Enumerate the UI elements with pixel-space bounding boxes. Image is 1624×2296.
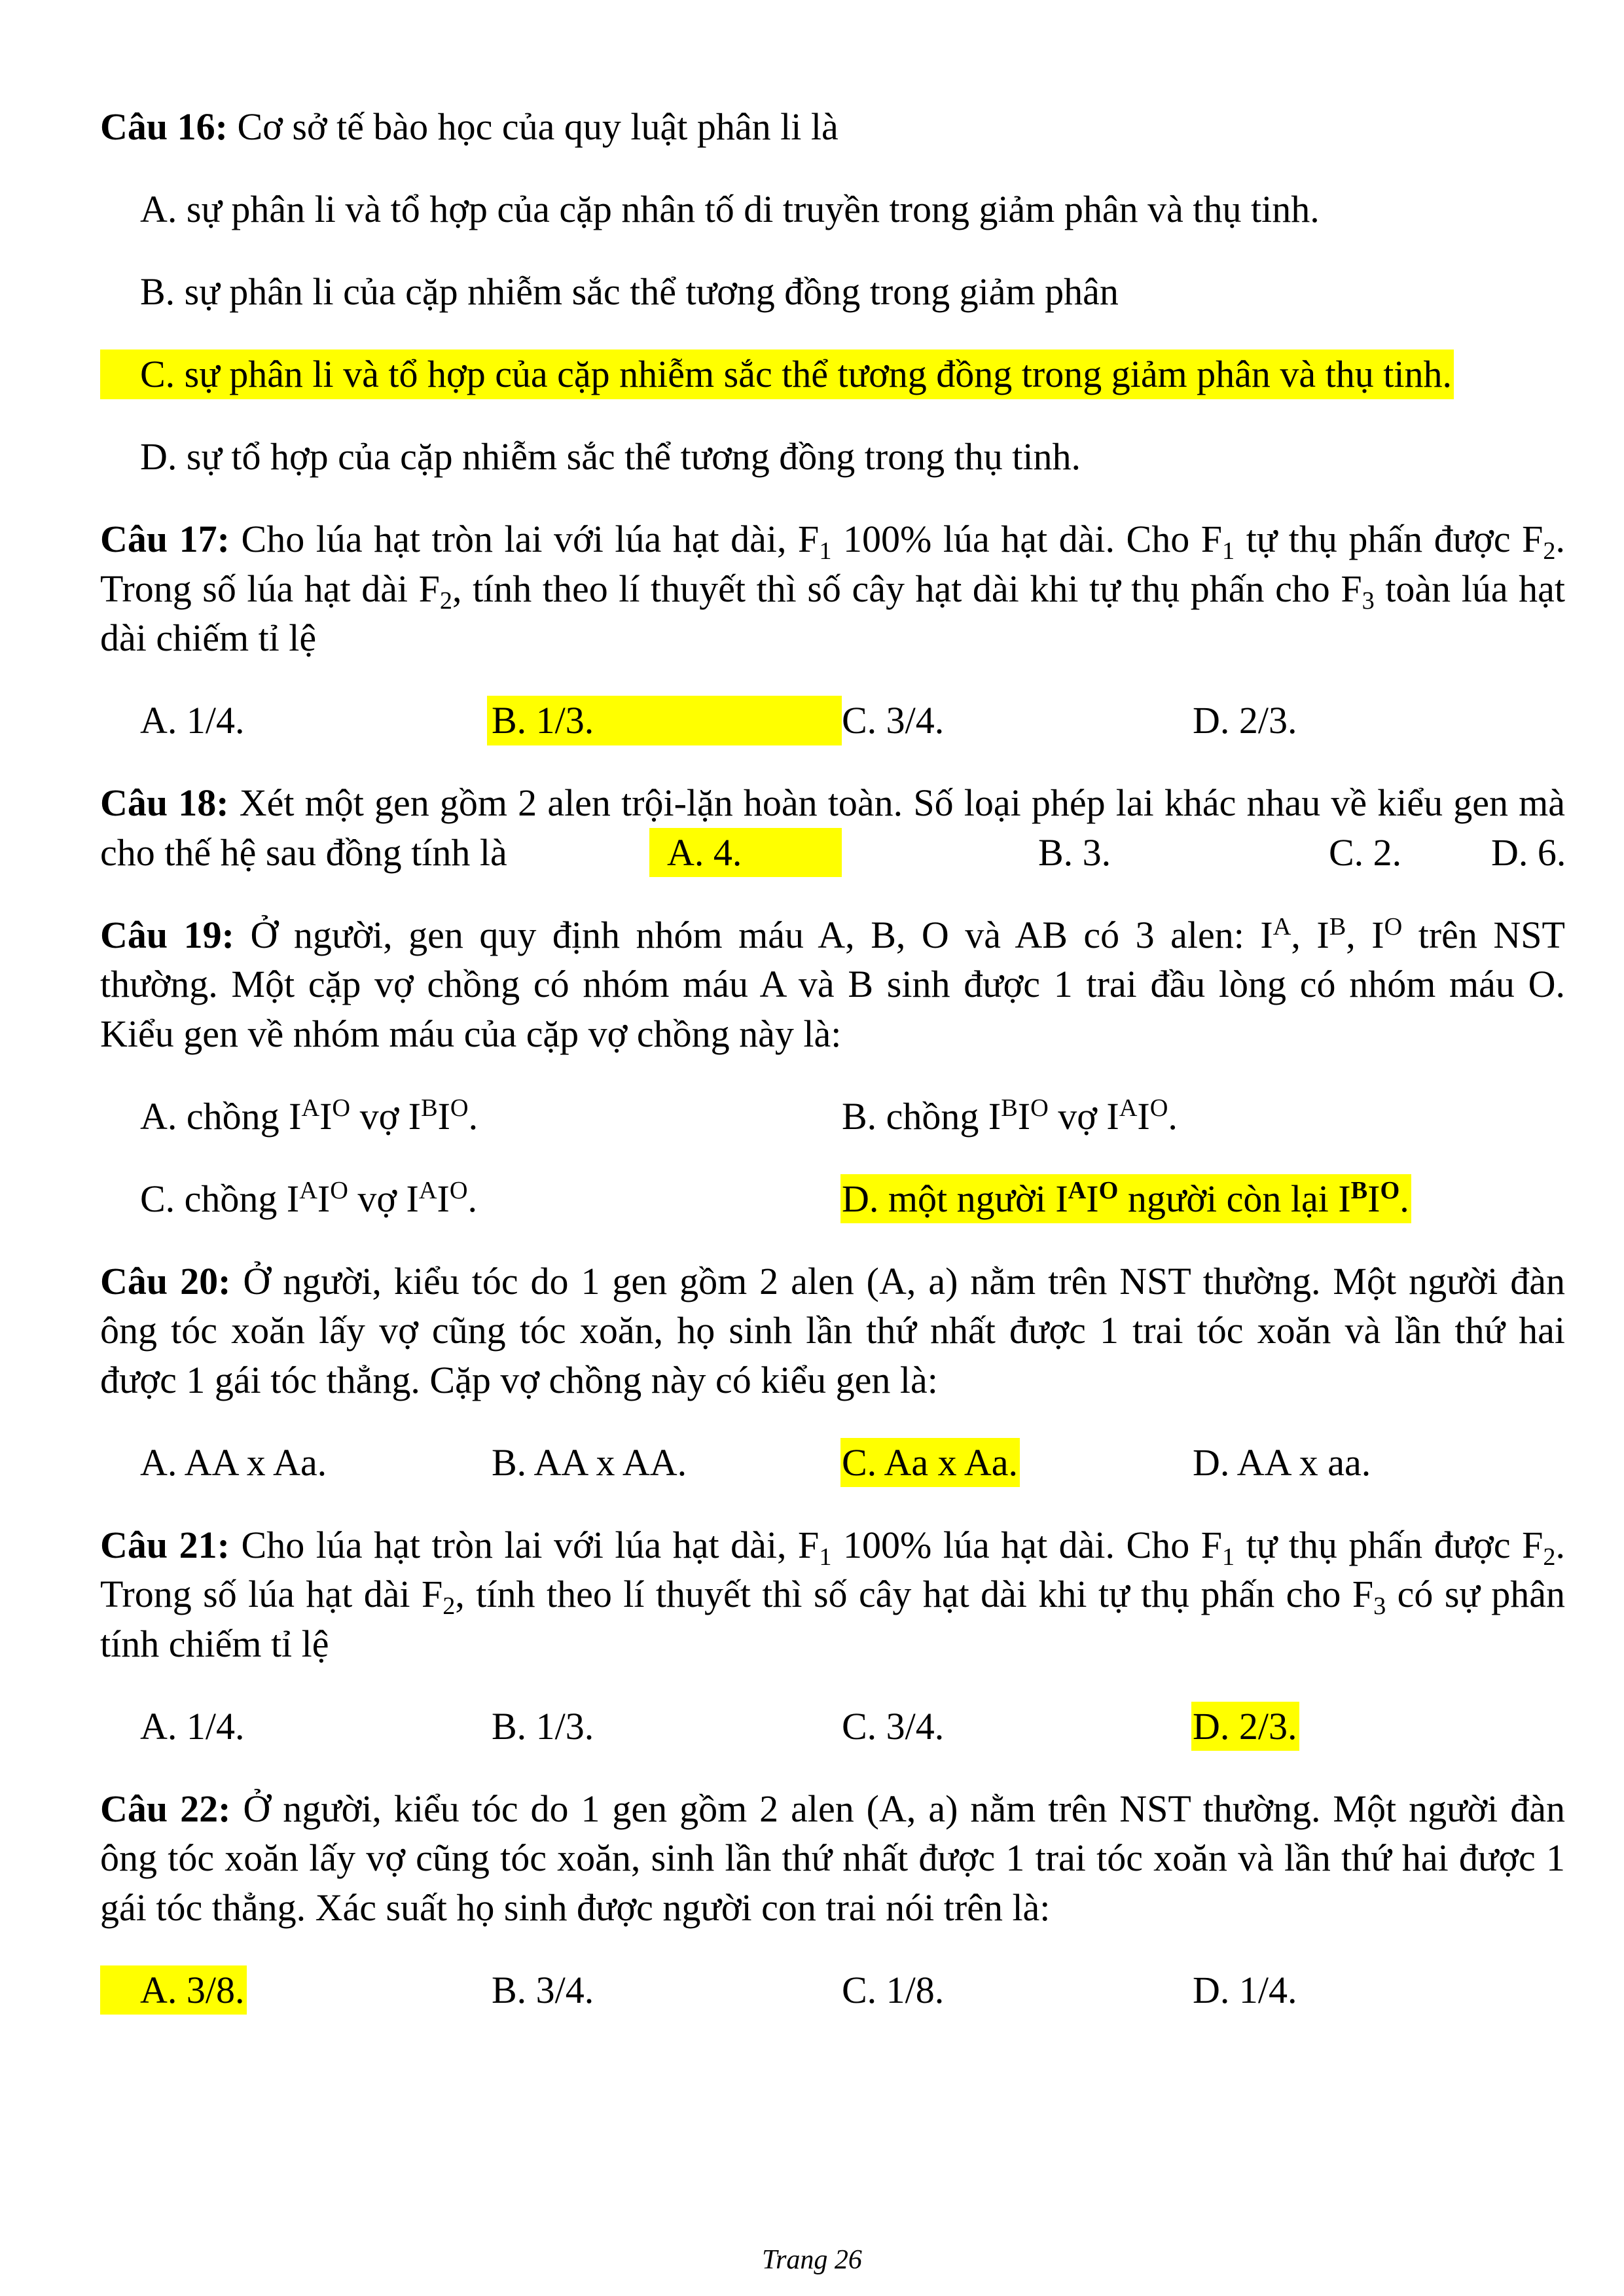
option-a [140,1092,478,1141]
question-label: Câu 16: [100,105,228,148]
superscript-text: B [421,1094,438,1122]
question-22 [100,1784,1565,2015]
text-run: toàn lúa hạt [1374,567,1565,610]
question-label: Câu 19: [100,913,234,956]
question-stem-line [100,1009,1565,1059]
text-run: C. 3/4. [842,1704,945,1748]
option-a [649,828,842,878]
question-label: Câu 20: [100,1259,231,1302]
superscript-text: O [450,1094,469,1122]
question-label: Câu 22: [100,1787,231,1830]
text-run: A. chồng I [140,1094,302,1138]
text-run: A. 1/4. [140,699,245,742]
option-c [140,1174,477,1224]
option-d [840,1174,1411,1224]
text-run: Xét một gen gồm 2 alen trội-lặn hoàn toàn. Số loại phép lai khác nhau về kiểu gen mà [239,781,1566,824]
option-c [842,1965,944,2015]
text-run: Ở người, gen quy định nhóm máu A, B, O và AB có 3 alen: I [250,913,1273,956]
option-row [100,432,1565,482]
superscript-text: A [1119,1094,1138,1122]
stem-text [237,105,838,148]
text-run: B. chồng I [842,1094,1001,1138]
stem-text [241,1523,1565,1571]
text-run: , tính theo lí thuyết thì số cây hạt dài khi tự thụ phấn cho F [452,567,1362,610]
option-row [100,1174,1565,1224]
text-run: Cho lúa hạt tròn lai với lúa hạt dài, F [241,1523,820,1566]
option-a [140,185,1320,234]
question-label: Câu 18: [100,781,229,824]
option-d [1193,1438,1371,1488]
superscript-text: O [449,1176,468,1204]
question-stem-line [100,613,1565,663]
question-stem-line [100,1520,1565,1570]
option-b [1038,828,1111,878]
option-row [100,1092,1565,1141]
superscript-text: B [1350,1176,1368,1204]
option-c [1329,828,1401,878]
text-run: vợ I [1048,1094,1119,1138]
text-run: Trong số lúa hạt dài F [100,1573,443,1615]
question-stem-line [100,1883,1565,1933]
superscript-text: A [301,1094,320,1122]
text-run: . [468,1094,478,1138]
option-b [492,1438,687,1488]
stem-text [243,1787,1565,1830]
text-run: có sự phân [1386,1573,1565,1615]
superscript-text: O [1098,1176,1119,1204]
text-run: A. 1/4. [140,1704,245,1748]
text-run: I [1137,1094,1150,1138]
text-run: B. 3/4. [492,1968,594,2011]
text-run: I [437,1177,450,1220]
text-run: tự thụ phấn được F [1235,518,1543,560]
question-label: Câu 17: [100,518,230,560]
text-run: , tính theo lí thuyết thì số cây hạt dài khi tự thụ phấn cho F [455,1573,1374,1615]
text-run: I [1017,1094,1031,1138]
question-stem-line [100,1257,1565,1306]
option-b [842,1092,1178,1141]
subscript-text: 1 [819,537,832,565]
text-run: thường. Một cặp vợ chồng có nhóm máu A và B sinh được 1 trai đầu lòng có nhóm máu O. [100,963,1565,1005]
text-run: ông tóc xoăn lấy vợ cũng tóc xoăn, họ sinh lần thứ nhất được 1 trai tóc xoăn và lần thứ hai [100,1309,1565,1352]
option-row [100,1702,1565,1751]
option-d [1491,828,1566,878]
option-d [1193,696,1297,745]
option-c [842,1702,944,1751]
superscript-text: O [332,1094,351,1122]
question-17 [100,514,1565,745]
text-run: D. sự tổ hợp của cặp nhiễm sắc thể tương đồng trong thụ tinh. [140,435,1081,478]
text-run: . [467,1177,477,1220]
text-run: I [437,1094,450,1138]
question-stem-line [100,1833,1565,1883]
text-run: được 1 gái tóc thẳng. Cặp vợ chồng này có kiểu gen là: [100,1358,938,1401]
option-b [492,1702,594,1751]
option-a [100,1965,247,2015]
superscript-text: A [299,1176,317,1204]
text-run: Cơ sở tế bào học của quy luật phân li là [237,105,839,148]
exam-content [100,102,1565,2048]
question-label: Câu 21: [100,1523,230,1566]
subscript-text: 3 [1373,1592,1386,1621]
option-b [487,696,842,745]
question-stem-line [100,910,1565,960]
text-run: B. sự phân li của cặp nhiễm sắc thể tương đồng trong giảm phân [140,270,1119,313]
text-run: D. 6. [1491,831,1566,874]
superscript-text: O [1030,1094,1049,1122]
option-d [1191,1702,1299,1751]
stem-text [241,518,1565,565]
text-run: dài chiếm tỉ lệ [100,617,317,659]
text-run: cho thế hệ sau đồng tính là [100,831,507,874]
text-run: tự thụ phấn được F [1235,1523,1543,1566]
text-run: C. Aa x Aa. [842,1441,1019,1484]
text-run: Kiểu gen về nhóm máu của cặp vợ chồng này là: [100,1012,842,1055]
option-d [1193,1965,1297,2015]
question-21 [100,1520,1565,1751]
superscript-text: B [1001,1094,1018,1122]
text-run: I [317,1177,331,1220]
text-run: A. AA x Aa. [140,1441,327,1484]
text-run: 100% lúa hạt dài. Cho F [831,518,1223,560]
stem-text [100,828,507,878]
text-run: . [1555,1523,1565,1566]
text-run: Cho lúa hạt tròn lai với lúa hạt dài, F [241,518,820,560]
question-stem-line [100,1306,1565,1355]
text-run: vợ I [348,1177,419,1220]
text-run: gái tóc thẳng. Xác suất họ sinh được người con trai nói trên là: [100,1886,1051,1929]
option-d [140,432,1081,482]
stem-and-option-row [100,828,1565,878]
subscript-text: 2 [442,1592,456,1621]
text-run: I [319,1094,333,1138]
subscript-text: 1 [1222,537,1235,565]
question-stem-line [100,1355,1565,1405]
text-run: C. 1/8. [842,1968,945,2011]
text-run: . [1168,1094,1178,1138]
text-run: Ở người, kiểu tóc do 1 gen gồm 2 alen (A, a) nằm trên NST thường. Một người đàn [243,1259,1565,1302]
stem-text [250,914,1564,956]
option-row [100,185,1565,234]
page-number-footer: Trang 26 [762,2245,862,2275]
text-run: B. 1/3. [492,1704,594,1748]
option-c [842,696,944,745]
question-stem-line [100,1619,1565,1669]
text-run: . [1555,518,1565,560]
option-a [140,696,245,745]
text-run: D. 1/4. [1193,1968,1297,2011]
option-a [140,1438,327,1488]
question-16 [100,102,1565,482]
subscript-text: 1 [1222,1543,1235,1571]
text-run: A. 3/8. [140,1968,245,2011]
text-run: A. 4. [667,831,742,874]
stem-text [243,1260,1565,1302]
text-run: , I [1291,913,1329,956]
text-run: ông tóc xoăn lấy vợ cũng tóc xoăn, sinh lần thứ nhất được 1 trai tóc xoăn và lần thứ hai được 1 [100,1837,1565,1879]
text-run: I [1367,1177,1380,1220]
text-run: , I [1346,913,1384,956]
subscript-text: 2 [1543,1543,1556,1571]
text-run: D. 2/3. [1193,699,1297,742]
subscript-text: 2 [439,586,453,615]
text-run: người còn lại I [1118,1177,1351,1220]
option-c [840,1438,1020,1488]
subscript-text: 3 [1362,586,1375,615]
option-row [100,267,1565,317]
question-stem-line [100,778,1565,828]
text-run: D. AA x aa. [1193,1441,1371,1484]
option-b [140,267,1119,317]
text-run: Trong số lúa hạt dài F [100,567,440,610]
text-run: B. 3. [1038,831,1111,874]
text-run: D. 2/3. [1193,1704,1297,1748]
subscript-text: 2 [1543,537,1556,565]
text-run: 100% lúa hạt dài. Cho F [831,1523,1223,1566]
text-run: B. 1/3. [492,699,594,742]
superscript-text: B [1329,912,1346,941]
text-run: D. một người I [842,1177,1068,1220]
superscript-text: O [1384,912,1403,941]
superscript-text: O [330,1176,348,1204]
text-run: trên NST [1402,913,1565,956]
superscript-text: O [1380,1176,1400,1204]
text-run: vợ I [350,1094,422,1138]
text-run: I [1086,1177,1099,1220]
text-run: B. AA x AA. [492,1441,687,1484]
question-stem-line [100,960,1565,1009]
superscript-text: A [418,1176,437,1204]
stem-text [240,781,1565,824]
text-run: . [1399,1177,1409,1220]
question-stem-line [100,514,1565,564]
text-run: C. 3/4. [842,699,945,742]
text-run: C. sự phân li và tổ hợp của cặp nhiễm sắc thể tương đồng trong giảm phân và thụ tinh. [140,353,1453,395]
text-run: Ở người, kiểu tóc do 1 gen gồm 2 alen (A, a) nằm trên NST thường. Một người đàn [243,1787,1565,1830]
question-19 [100,910,1565,1224]
superscript-text: O [1149,1094,1168,1122]
question-stem-line [100,564,1565,614]
text-run: C. chồng I [140,1177,300,1220]
question-stem-line [100,102,1565,152]
text-run: tính chiếm tỉ lệ [100,1622,329,1665]
option-row [100,696,1565,745]
text-run: A. sự phân li và tổ hợp của cặp nhân tố di truyền trong giảm phân và thụ tinh. [140,188,1320,230]
option-b [492,1965,594,2015]
superscript-text: A [1272,912,1291,941]
option-row [100,1965,1565,2015]
question-stem-line [100,1784,1565,1834]
text-run: C. 2. [1329,831,1402,874]
superscript-text: A [1068,1176,1087,1204]
question-20 [100,1257,1565,1488]
option-row [100,1438,1565,1488]
option-a [140,1702,245,1751]
subscript-text: 1 [819,1543,832,1571]
option-c [100,350,1454,399]
question-18 [100,778,1565,877]
question-stem-line [100,1570,1565,1619]
option-row [100,350,1565,399]
